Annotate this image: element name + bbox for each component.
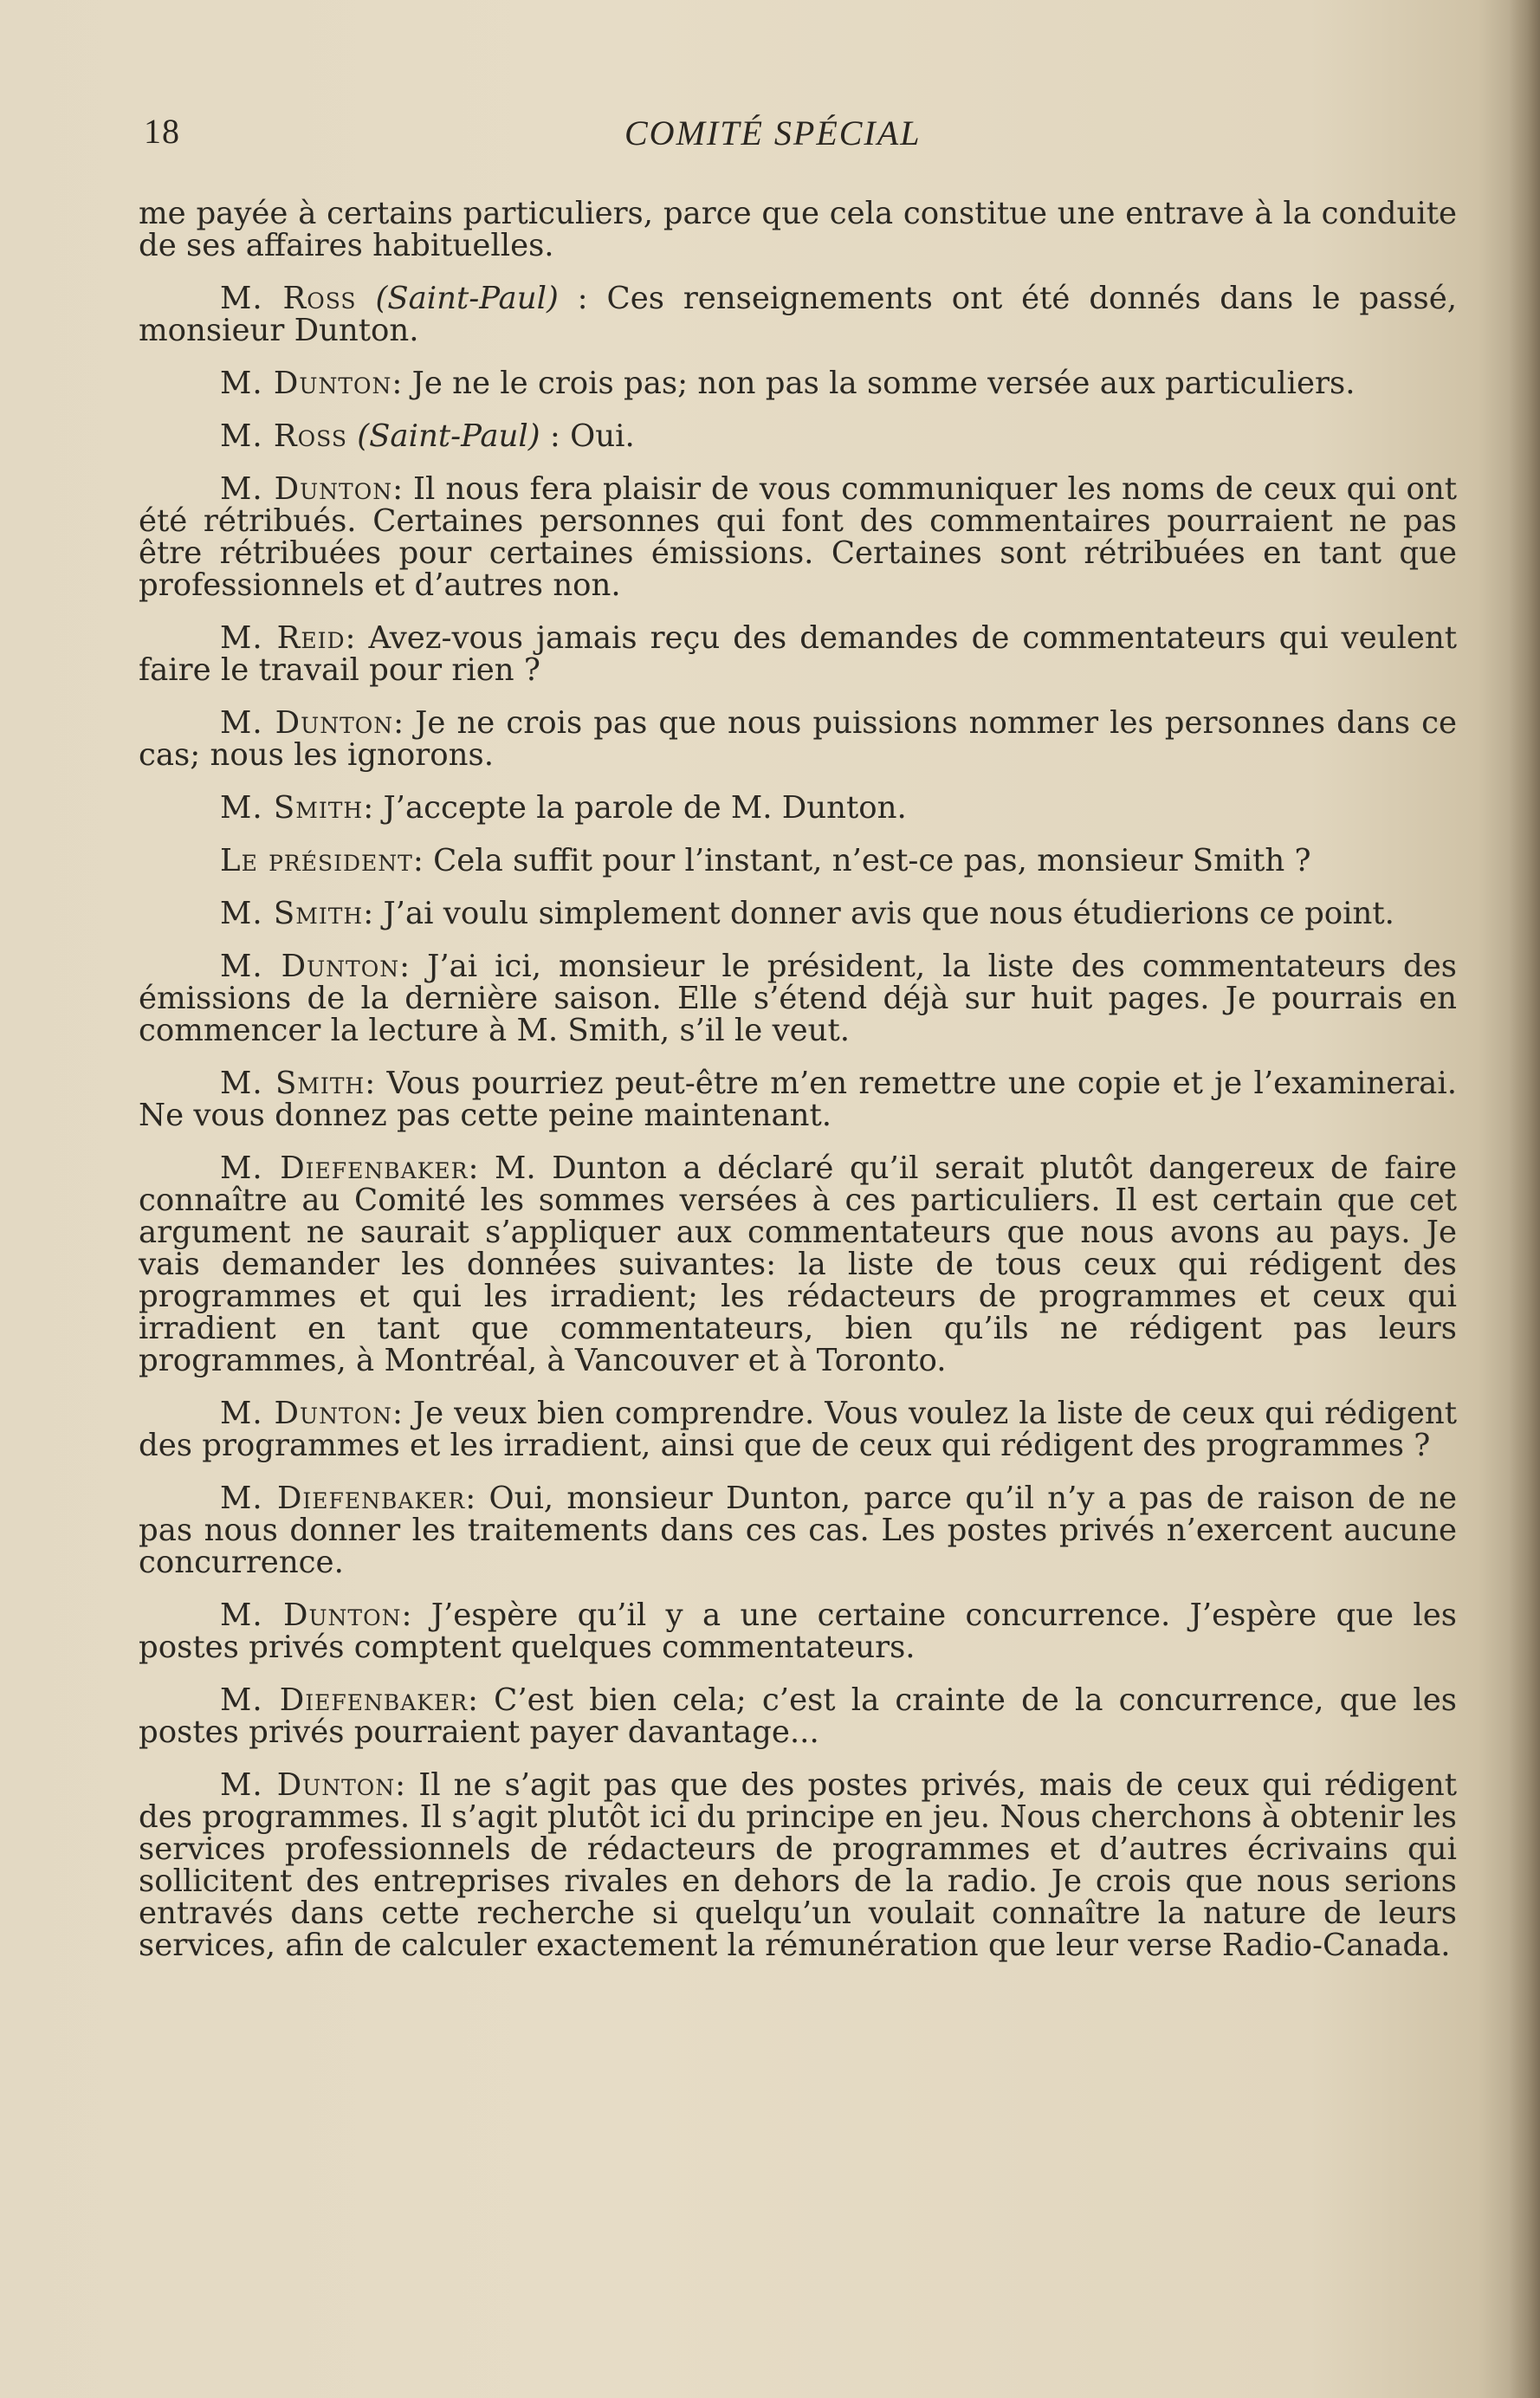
speaker-separator: : (465, 1481, 489, 1516)
speaker-name: M. Diefenbaker (220, 1481, 466, 1516)
speaker-name: M. Dunton (220, 471, 393, 507)
page-body (139, 198, 1457, 1982)
running-head (144, 111, 1456, 163)
speaker-separator: : (399, 949, 428, 984)
paragraph-text: Ces renseignements ont été donnés dans le passé, monsieur Dunton. (139, 281, 1457, 348)
speaker-separator: : (363, 896, 384, 931)
speaker-separator: : (392, 1396, 413, 1431)
paragraph-text: J’ai voulu simplement donner avis que nous étudierions ce point. (383, 896, 1394, 931)
speaker-name: M. Reid (220, 620, 346, 656)
paragraph-text: J’ai ici, monsieur le président, la liste des commentateurs des émissions de la dernière saison. Elle s’étend déjà sur huit pages. Je pourrais en commencer la lecture à M. Smith, s’il le veut. (139, 949, 1458, 1048)
paragraph-text: Il ne s’agit pas que des postes privés, mais de ceux qui rédigent des programmes. Il s’agit plutôt ici du principe en jeu. Nous cherchons à obtenir les services professionnels de rédacteurs de programmes et d’autres écrivains qui sollicitent des entreprises rivales en dehors de la radio. Je crois que nous serions entravés dans cette recherche si quelqu’un voulait connaître la nature de leurs services, afin de calculer exactement la rémunération que leur verse Radio-Canada. (139, 1767, 1458, 1963)
paragraph-text: Je veux bien comprendre. Vous voulez la liste de ceux qui rédigent des programmes et les irradient, ainsi que de ceux qui rédigent des programmes ? (139, 1396, 1457, 1463)
speaker-name: M. Dunton (220, 366, 392, 401)
speaker-separator: : (395, 1767, 419, 1803)
paragraph (139, 198, 1457, 262)
paragraph (139, 622, 1457, 686)
speaker-name: M. Smith (220, 1066, 366, 1101)
page-edge-shadow (1509, 0, 1540, 2398)
paragraph-text: me payée à certains particuliers, parce que cela constitue une entrave à la conduite de ses affaires habituelles. (139, 196, 1457, 263)
speaker-separator: : (558, 281, 607, 316)
speaker-separator: : (468, 1682, 495, 1718)
speaker-separator: : (391, 366, 412, 401)
speaker-separator: : (365, 1066, 387, 1101)
paragraph (139, 282, 1457, 347)
paragraph (139, 1684, 1457, 1748)
speaker-separator: : (363, 790, 384, 826)
speaker-separator: : (468, 1150, 495, 1186)
paragraph-text: Vous pourriez peut-être m’en remettre une copie et je l’examinerai. Ne vous donnez pas cette peine maintenant. (139, 1066, 1457, 1133)
paragraph (139, 1599, 1457, 1663)
speaker-separator: : (401, 1598, 431, 1633)
speaker-name: M. Dunton (220, 949, 400, 984)
speaker-name: M. Diefenbaker (220, 1682, 469, 1718)
paragraph (139, 367, 1457, 399)
paragraph-text: Oui, monsieur Dunton, parce qu’il n’y a pas de raison de ne pas nous donner les traitements dans ces cas. Les postes privés n’exercent aucune concurrence. (139, 1481, 1457, 1580)
paragraph (139, 792, 1457, 824)
speaker-name: M. Smith (220, 790, 364, 826)
paragraph (139, 420, 1457, 452)
speaker-separator: : (345, 620, 369, 656)
paragraph-text: Je ne le crois pas; non pas la somme versée aux particuliers. (411, 366, 1356, 401)
speaker-separator: : (392, 471, 414, 507)
paragraph (139, 1152, 1457, 1377)
paragraph-text: J’espère qu’il y a une certaine concurrence. J’espère que les postes privés comptent quelques commentateurs. (139, 1598, 1457, 1665)
speaker-separator: : (412, 843, 434, 878)
paragraph (139, 1067, 1457, 1131)
page-number: 18 (144, 112, 180, 151)
paragraph (139, 1482, 1457, 1578)
paragraph-text: Cela suffit pour l’instant, n’est-ce pas, monsieur Smith ? (433, 843, 1311, 878)
speaker-name: M. Ross (220, 281, 357, 316)
speaker-separator: : (540, 418, 571, 454)
speaker-riding: (Saint-Paul) (357, 418, 540, 454)
speaker-name: M. Ross (220, 418, 347, 454)
paragraph (139, 845, 1457, 877)
paragraph (139, 1397, 1457, 1461)
paragraph (139, 1769, 1457, 1961)
paragraph (139, 950, 1457, 1047)
paragraph (139, 473, 1457, 601)
paragraph-text: M. Dunton a déclaré qu’il serait plutôt dangereux de faire connaître au Comité les sommes versées à ces particuliers. Il est certain que cet argument ne saurait s’appliquer aux commentateurs que nous avons au pays. Je vais demander les données suivantes: la liste de tous ceux qui rédigent des programmes et qui les irradient; les rédacteurs de programmes et ceux qui irradient en tant que commentateurs, bien qu’ils ne rédigent pas leurs programmes, à Montréal, à Vancouver et à Toronto. (139, 1150, 1457, 1378)
paragraph-text: Il nous fera plaisir de vous communiquer les noms de ceux qui ont été rétribués. Certaines personnes qui font des commentaires pourraient ne pas être rétribuées pour certaines émissions. Certaines sont rétribuées en tant que professionnels et d’autres non. (139, 471, 1458, 603)
speaker-name: M. Dunton (220, 1396, 393, 1431)
speaker-name: Le président (220, 843, 413, 878)
paragraph-text: Avez-vous jamais reçu des demandes de commentateurs qui veulent faire le travail pour rien ? (139, 620, 1457, 688)
paragraph-text: C’est bien cela; c’est la crainte de la concurrence, que les postes privés pourraient payer davantage... (139, 1682, 1457, 1750)
paragraph-text: J’accepte la parole de M. Dunton. (383, 790, 907, 826)
speaker-name: M. Dunton (220, 1767, 396, 1803)
speaker-name: M. Dunton (220, 705, 394, 741)
speaker-separator: : (393, 705, 416, 741)
speaker-name: M. Dunton (220, 1598, 402, 1633)
paragraph-text: Oui. (570, 418, 635, 454)
paragraph (139, 707, 1457, 771)
running-title: COMITÉ SPÉCIAL (624, 113, 922, 152)
paragraph-text: Je ne crois pas que nous puissions nommer les personnes dans ce cas; nous les ignorons. (139, 705, 1458, 773)
speaker-name: M. Smith (220, 896, 364, 931)
speaker-riding: (Saint-Paul) (375, 281, 559, 316)
speaker-name: M. Diefenbaker (220, 1150, 469, 1186)
paragraph (139, 898, 1457, 930)
